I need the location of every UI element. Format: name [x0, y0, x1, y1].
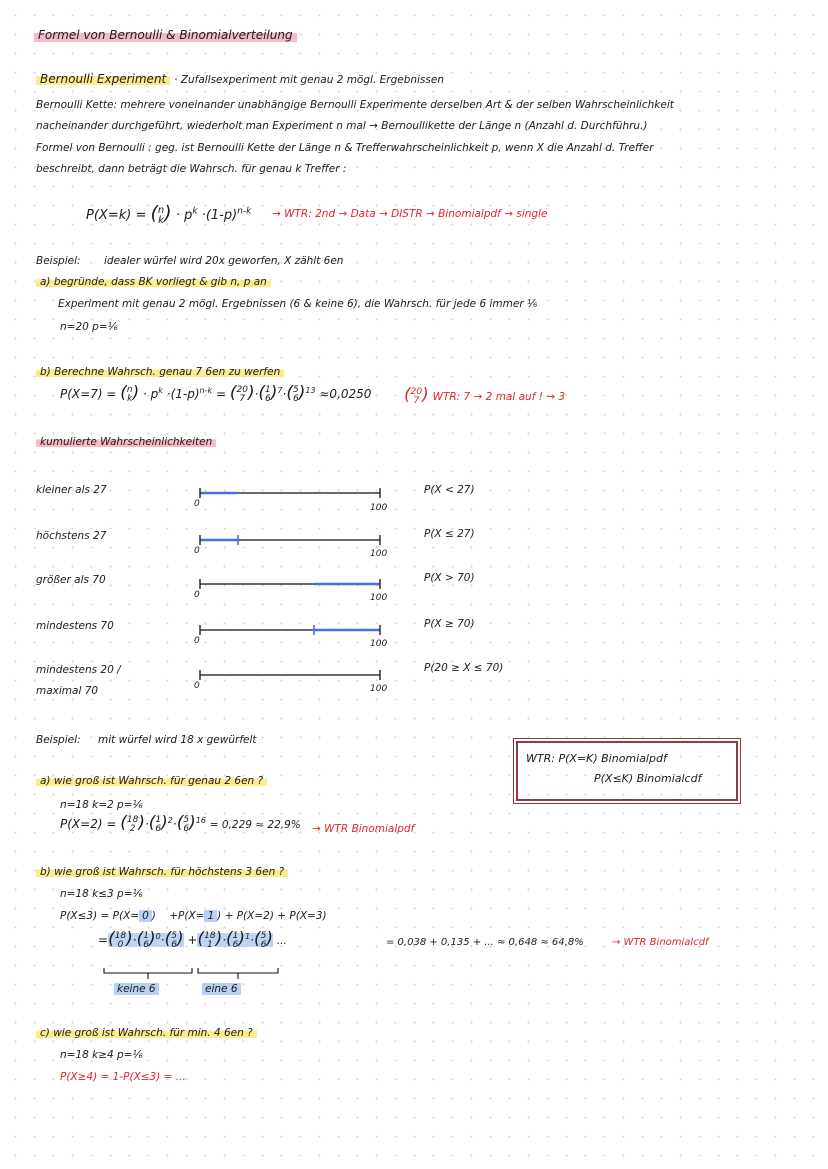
beispiel2-c-np: n=18 k≥4 p=⅙ [60, 1049, 143, 1061]
number-line-5 [200, 670, 380, 680]
kum-row-2-hundred: 100 [370, 549, 388, 559]
beispiel2-a-question: a) wie groß ist Wahrsch. für genau 2 6en ? [36, 775, 267, 787]
beispiel2-b-np: n=18 k≤3 p=⅙ [60, 888, 143, 900]
main-formula: P(X=k) = (n $k) \cdot p^k \cdot(1-p)^{n-k}$ [86, 202, 252, 226]
definition-formel-line1: Formel von Bernoulli : geg. ist Bernoulli Kette der Länge n & Trefferwahrscheinlichkeit p, wenn X die Anzahl d. Treffer [36, 142, 654, 154]
beispiel1-a-question: a) begründe, dass BK vorliegt & gib n, p an [36, 276, 271, 288]
beispiel2-b-sum: P(X≤3) = P(X= 0 ) +P(X= 1 ) + P(X=2) + P(X=3) [60, 910, 327, 922]
beispiel1-a-answer: Experiment mit genau 2 mögl. Ergebnissen (6 & keine 6), die Wahrsch. für jede 6 immer ⅙ [58, 298, 538, 310]
beispiel2-b-result: = 0,038 + 0,135 + ... ≈ 0,648 ≈ 64,8% [386, 937, 584, 948]
page-title: Formel von Bernoulli & Binomialverteilung [34, 29, 297, 43]
beispiel1-a-np: n=20 p=⅙ [60, 321, 118, 333]
underbrace-keine-6 [104, 968, 192, 979]
underbrace-eine-6 [198, 968, 278, 979]
kum-row-5-hundred: 100 [370, 684, 388, 694]
beispiel1-label: Beispiel: [36, 255, 81, 267]
beispiel2-a-wtr: → WTR Binomialpdf [312, 823, 415, 835]
beispiel2-b-keine6: keine 6 [114, 983, 159, 995]
kum-row-3-notation: P(X > 70) [424, 572, 475, 584]
kum-row-4-hundred: 100 [370, 639, 388, 649]
main-formula-wtr-hint: → WTR: 2nd → Data → DISTR → Binomialpdf → single [272, 208, 548, 220]
term-bernoulli-experiment: Bernoulli Experiment [36, 72, 170, 86]
kum-row-3-hundred: 100 [370, 593, 388, 603]
beispiel2-a-np: n=18 k=2 p=⅙ [60, 799, 143, 811]
kum-row-1-label: kleiner als 27 [36, 484, 107, 496]
beispiel1-b-binom-small: (20 7 ) WTR: 7 → 2 mal auf ! → 3 [404, 385, 566, 406]
number-line-1 [200, 488, 380, 498]
definition-formel-line2: beschreibt, dann beträgt die Wahrsch. für genau k Treffer : [36, 163, 347, 175]
kum-row-4-zero: 0 [194, 636, 200, 646]
wtr-box-line2: P(X≤K) Binomialcdf [594, 772, 702, 785]
kum-row-5-notation: P(20 ≥ X ≤ 70) [424, 662, 504, 674]
definition-bernoulli-experiment: Bernoulli Experiment · Zufallsexperiment mit genau 2 mögl. Ergebnissen [36, 73, 444, 87]
kum-row-1-zero: 0 [194, 499, 200, 509]
kum-row-4-label: mindestens 70 [36, 620, 114, 632]
kum-row-2-notation: P(X ≤ 27) [424, 528, 475, 540]
beispiel1-b-formula: P(X=7) = (n $k) \cdot p^k \cdot(1-p)^{n-k} = (20$ 7 )·(1 6)$^7$·(5 6)$^{13}$ ≈0,0250 [60, 383, 372, 404]
beispiel2-c-question: c) wie groß ist Wahrsch. für min. 4 6en ? [36, 1027, 257, 1039]
definition-kette-line2: nacheinander durchgeführt, wiederholt man Experiment n mal → Bernoullikette der Länge n (Anzahl d. Durchführu.) [36, 120, 648, 132]
kum-row-4-notation: P(X ≥ 70) [424, 618, 475, 630]
kum-row-5-zero: 0 [194, 681, 200, 691]
beispiel1-b-question: b) Berechne Wahrsch. genau 7 6en zu werfen [36, 366, 284, 378]
number-line-2 [200, 535, 380, 545]
kum-row-1-notation: P(X < 27) [424, 484, 475, 496]
beispiel2-a-formula: P(X=2) = (18 2 )·(1 6)$^2$·(5 6)$^{16}$ = 0,229 ≈ 22,9% [60, 813, 301, 834]
wtr-hint-box [516, 741, 738, 801]
kum-row-5-label2: maximal 70 [36, 685, 99, 697]
beispiel2-b-wtr: → WTR Binomialcdf [612, 937, 709, 948]
beispiel2-text: mit würfel wird 18 x gewürfelt [98, 734, 257, 746]
number-line-4 [200, 625, 380, 635]
beispiel2-b-terms: =(18 0 )·(1 6)$^0$·(5 6) +(18 1 )·(1 6)$^1$·(5 6) ... [98, 929, 287, 950]
kum-row-2-zero: 0 [194, 546, 200, 556]
definition-kette-line1: Bernoulli Kette: mehrere voneinander unabhängige Bernoulli Experimente derselben Art & der selben Wahrscheinlichkeit [36, 99, 674, 111]
kum-row-3-zero: 0 [194, 590, 200, 600]
number-line-3 [200, 579, 380, 589]
wtr-box-line1: WTR: P(X=K) Binomialpdf [526, 752, 667, 765]
beispiel2-c-formula: P(X≥4) = 1-P(X≤3) = ... [60, 1071, 186, 1083]
beispiel2-b-question: b) wie groß ist Wahrsch. für höchstens 3 6en ? [36, 866, 288, 878]
beispiel2-label: Beispiel: [36, 734, 81, 746]
kum-row-1-hundred: 100 [370, 503, 388, 513]
kum-row-5-label: mindestens 20 / [36, 664, 121, 676]
kumuliert-heading: kumulierte Wahrscheinlichkeiten [36, 436, 216, 448]
beispiel2-b-eine6: eine 6 [202, 983, 241, 995]
kum-row-3-label: größer als 70 [36, 574, 106, 586]
kum-row-2-label: höchstens 27 [36, 530, 107, 542]
beispiel1-text: idealer würfel wird 20x geworfen, X zählt 6en [104, 255, 344, 267]
